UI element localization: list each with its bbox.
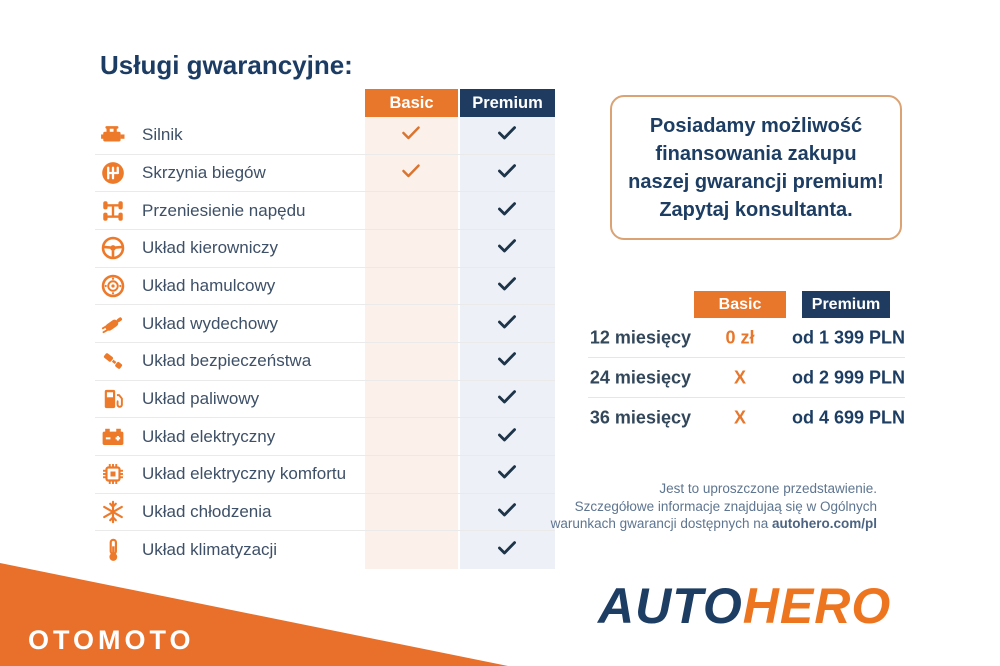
gearbox-icon (100, 160, 126, 186)
premium-check-icon (497, 162, 518, 184)
steering-icon (100, 235, 126, 261)
service-label: Silnik (142, 125, 183, 145)
pricing-period: 12 miesięcy (589, 327, 691, 347)
service-label: Układ elektryczny komfortu (142, 464, 347, 484)
promo-line: Zapytaj konsultanta. (659, 198, 853, 221)
table-row (95, 230, 555, 268)
basic-check-icon (401, 162, 422, 184)
service-label: Układ elektryczny (142, 426, 276, 446)
fuel-icon (100, 386, 126, 412)
premium-check-icon (497, 124, 518, 146)
premium-check-icon (497, 313, 518, 335)
engine-icon (100, 122, 126, 148)
pricing-premium-value: od 4 699 PLN (791, 407, 905, 428)
pricing-basic-value: X (733, 367, 746, 387)
promo-line: Posiadamy możliwość (649, 114, 863, 137)
promo-line: naszej gwarancji premium! (628, 170, 884, 193)
pricing-premium-value: od 1 399 PLN (791, 327, 905, 347)
battery-icon (100, 424, 126, 450)
table-row (95, 381, 555, 419)
service-label: Układ paliwowy (142, 388, 260, 408)
exhaust-icon (100, 311, 126, 337)
pricing-rows (588, 318, 905, 438)
chip-icon (100, 461, 126, 487)
table-row (95, 117, 555, 155)
page-title: Usługi gwarancyjne: (100, 50, 353, 80)
autohero-url: autohero.com/pl (771, 516, 877, 531)
service-label: Przeniesienie napędu (142, 200, 306, 220)
premium-check-icon (497, 501, 518, 523)
table-row (95, 418, 555, 456)
pricing-premium-value: od 2 999 PLN (791, 367, 905, 387)
pricing-row (588, 318, 905, 358)
table-row (95, 494, 555, 532)
otomoto-logo: OTOMOTO (28, 625, 195, 655)
snowflake-icon (100, 499, 126, 525)
pricing-period: 36 miesięcy (589, 407, 691, 428)
pricing-basic-value: 0 zł (725, 327, 755, 347)
service-label: Układ hamulcowy (142, 275, 276, 295)
table-row (95, 531, 555, 569)
premium-check-icon (497, 237, 518, 259)
premium-check-icon (497, 388, 518, 410)
premium-check-icon (497, 200, 518, 222)
pricing-row (588, 358, 905, 398)
brake-icon (100, 273, 126, 299)
table-row (95, 192, 555, 230)
thermometer-icon (100, 537, 126, 563)
autohero-logo: AUTOHERO (598, 578, 892, 634)
table-row (95, 268, 555, 306)
service-label: Układ wydechowy (142, 313, 279, 333)
premium-check-icon (497, 539, 518, 561)
table-row (95, 456, 555, 494)
premium-check-icon (497, 350, 518, 372)
service-label: Układ klimatyzacji (142, 540, 278, 560)
disclaimer-text: Jest to uproszczone przedstawienie. Szczegółowe informacje znajdujaą się w Ogólnych warunkach gwarancji dostępnych na autohero.com/pl (550, 481, 877, 531)
drivetrain-icon (100, 198, 126, 224)
service-label: Układ kierowniczy (142, 238, 279, 258)
pricing-premium-header: Premium (802, 291, 890, 318)
seatbelt-icon (100, 348, 126, 374)
table-row (95, 343, 555, 381)
premium-check-icon (497, 463, 518, 485)
service-label: Układ bezpieczeństwa (142, 351, 312, 371)
pricing-basic-header: Basic (694, 291, 786, 318)
service-label: Układ chłodzenia (142, 501, 272, 521)
promo-line: finansowania zakupu (655, 142, 857, 165)
table-row (95, 305, 555, 343)
table-row (95, 155, 555, 193)
pricing-row (588, 398, 905, 438)
financing-promo-box (610, 95, 902, 240)
pricing-period: 24 miesięcy (589, 367, 691, 387)
premium-check-icon (497, 275, 518, 297)
basic-column-header: Basic (365, 89, 458, 117)
basic-check-icon (401, 124, 422, 146)
services-rows (95, 117, 555, 569)
pricing-basic-value: X (733, 407, 746, 428)
premium-column-header: Premium (460, 89, 555, 117)
premium-check-icon (497, 426, 518, 448)
service-label: Skrzynia biegów (142, 162, 266, 182)
